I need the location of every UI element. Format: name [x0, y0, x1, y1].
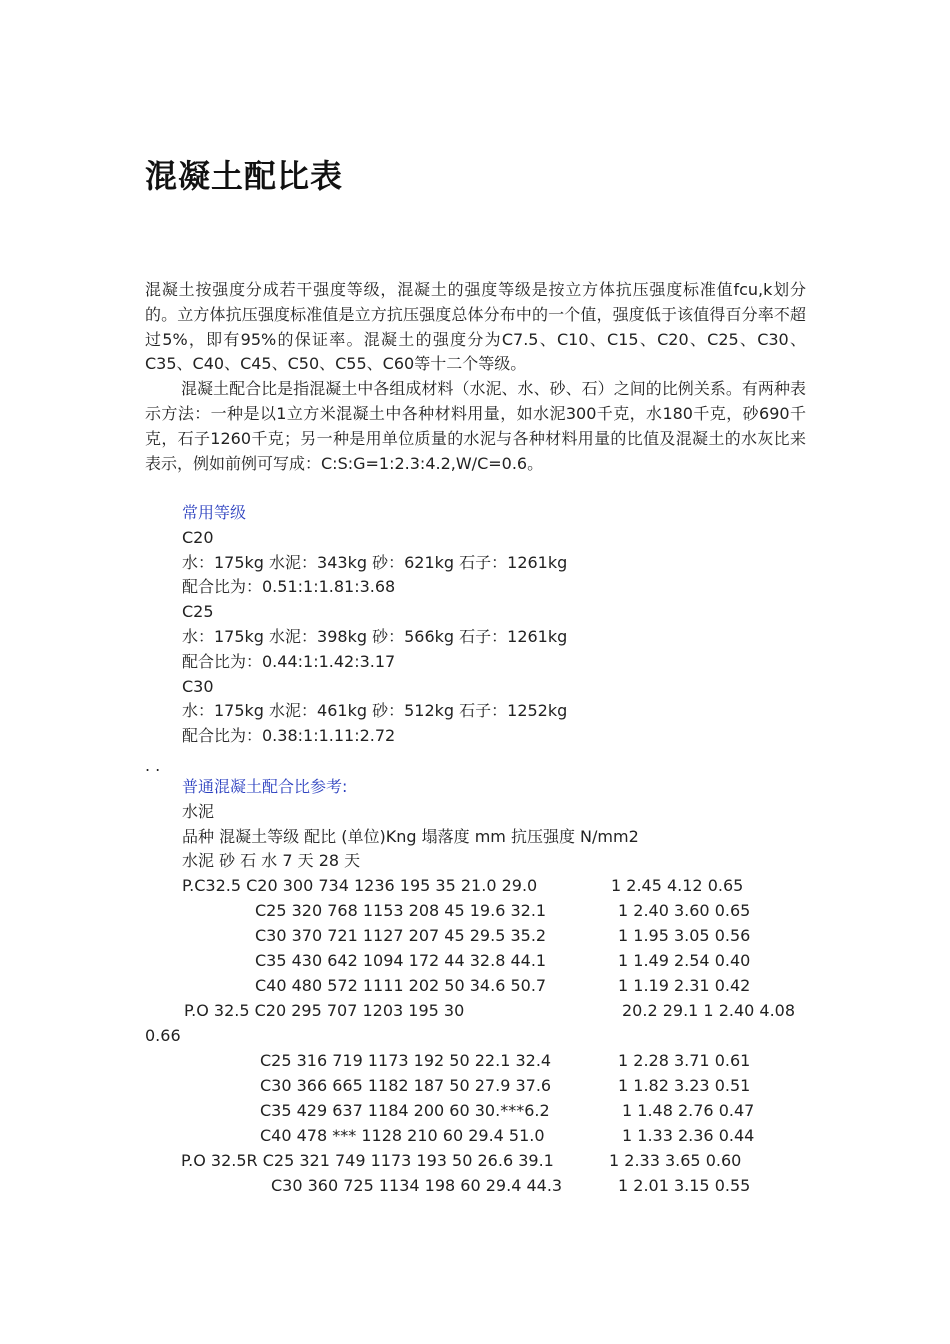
table-row-left: P.C32.5 C20 300 734 1236 195 35 21.0 29.0	[182, 876, 538, 895]
table-row-right: 1 1.95 3.05 0.56	[618, 926, 751, 945]
table-row-left: C30 370 721 1127 207 45 29.5 35.2	[255, 926, 547, 945]
table-row-right: 1 1.33 2.36 0.44	[622, 1126, 755, 1145]
table-row-right: 1 2.33 3.65 0.60	[609, 1151, 742, 1170]
separator-dots: . .	[145, 756, 161, 775]
table-row-right: 1 1.82 3.23 0.51	[618, 1076, 751, 1095]
common-grades-section	[182, 501, 567, 749]
table-row-right: 1 2.45 4.12 0.65	[611, 876, 744, 895]
table-row-left: C25 316 719 1173 192 50 22.1 32.4	[260, 1051, 552, 1070]
reference-header-cement: 水泥	[182, 801, 215, 821]
table-row-right: 20.2 29.1 1 2.40 4.08	[622, 1001, 796, 1020]
table-row-left: P.O 32.5R C25 321 749 1173 193 50 26.6 39.1	[181, 1151, 554, 1170]
grade-materials: 水：175kg 水泥：343kg 砂：621kg 石子：1261kg	[182, 552, 568, 572]
table-row-right: 1 1.48 2.76 0.47	[622, 1101, 755, 1120]
intro-paragraph-mix: 混凝土配合比是指混凝土中各组成材料（水泥、水、砂、石）之间的比例关系。有两种表示方法：一种是以1立方米混凝土中各种材料用量，如水泥300千克，水180千克，砂690千克，石子1260千克；另一种是用单位质量的水泥与各种材料用量的比值及混凝土的水灰比来表示，例如前例可写成：C:S:G=1:2.3:4.2,W/C=0.6。	[145, 379, 806, 473]
grade-label: C25	[182, 602, 214, 622]
reference-header-section	[182, 775, 639, 874]
reference-heading: 普通混凝土配合比参考:	[182, 777, 348, 796]
grade-materials: 水：175kg 水泥：461kg 砂：512kg 石子：1252kg	[182, 701, 568, 721]
table-row-right: 1 1.49 2.54 0.40	[618, 951, 751, 970]
grade-ratio: 配合比为：0.51:1:1.81:3.68	[182, 577, 396, 597]
grade-ratio: 配合比为：0.44:1:1.42:3.17	[182, 651, 396, 671]
page-title: 混凝土配比表	[145, 157, 344, 195]
common-grades-heading: 常用等级	[182, 503, 247, 522]
intro-section	[145, 278, 806, 476]
table-row-right: 1 2.40 3.60 0.65	[618, 901, 751, 920]
table-row-left: C40 480 572 1111 202 50 34.6 50.7	[255, 976, 547, 995]
table-row-right: 1 2.01 3.15 0.55	[618, 1176, 751, 1195]
table-row-continuation: 0.66	[145, 1026, 181, 1045]
grade-label: C20	[182, 527, 214, 547]
grade-ratio: 配合比为：0.38:1:1.11:2.72	[182, 726, 396, 746]
table-row-right: 1 2.28 3.71 0.61	[618, 1051, 751, 1070]
table-row-right: 1 1.19 2.31 0.42	[618, 976, 751, 995]
intro-paragraph-strength: 混凝土按强度分成若干强度等级，混凝土的强度等级是按立方体抗压强度标准值fcu,k划分的。立方体抗压强度标准值是立方抗压强度总体分布中的一个值，强度低于该值得百分率不超过5%，即有95%的保证率。混凝土的强度分为C7.5、C10、C15、C20、C25、C30、C35、C40、C45、C50、C55、C60等十二个等级。	[145, 280, 806, 374]
table-row-left: C25 320 768 1153 208 45 19.6 32.1	[255, 901, 547, 920]
table-row-left: C35 429 637 1184 200 60 30.***6.2	[260, 1101, 550, 1120]
table-row-left: C30 360 725 1134 198 60 29.4 44.3	[271, 1176, 563, 1195]
table-row-left: C40 478 *** 1128 210 60 29.4 51.0	[260, 1126, 545, 1145]
table-row-left: P.O 32.5 C20 295 707 1203 195 30	[184, 1001, 465, 1020]
grade-materials: 水：175kg 水泥：398kg 砂：566kg 石子：1261kg	[182, 626, 568, 646]
reference-header-subcolumns: 水泥 砂 石 水 7 天 28 天	[182, 851, 361, 871]
grade-label: C30	[182, 676, 214, 696]
table-row-left: C35 430 642 1094 172 44 32.8 44.1	[255, 951, 547, 970]
table-row-left: C30 366 665 1182 187 50 27.9 37.6	[260, 1076, 552, 1095]
reference-header-columns: 品种 混凝土等级 配比 (单位)Kng 塌落度 mm 抗压强度 N/mm2	[182, 826, 639, 846]
